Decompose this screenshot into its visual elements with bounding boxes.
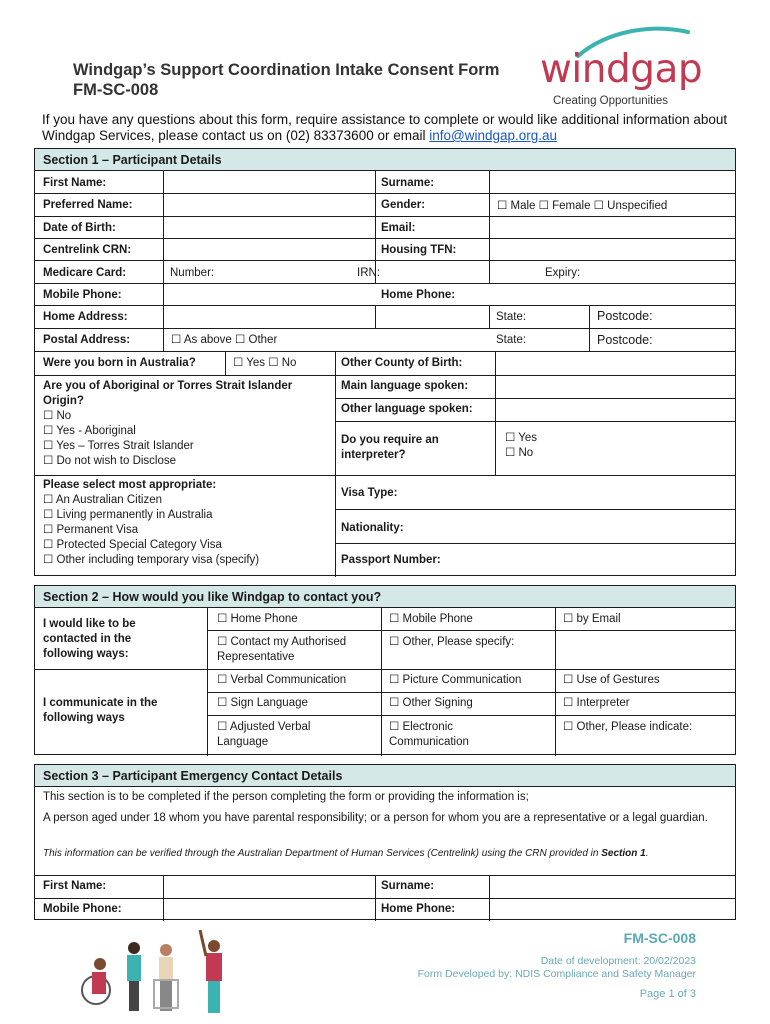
home-address-label: Home Address: (43, 311, 128, 323)
verification-section-ref: Section 1 (601, 848, 646, 859)
logo-tagline: Creating Opportunities (553, 95, 669, 107)
crn-field[interactable] (164, 239, 374, 260)
contact-email-link[interactable]: info@windgap.org.au (429, 128, 558, 143)
dob-field[interactable] (164, 217, 374, 238)
atsi-question: Are you of Aboriginal or Torres Strait Islander Origin? (43, 380, 293, 407)
footer-date: Date of development: 20/02/2023 (540, 955, 696, 967)
other-country-label: Other County of Birth: (341, 357, 463, 369)
contact-ways-label: I would like to be contacted in the following ways: (43, 618, 136, 660)
section-3-verification-note: This information can be verified through the Australian Department of Human Services (Centrelink) using the CRN provided in Section 1. (43, 848, 649, 859)
emergency-home-phone-label: Home Phone: (381, 903, 456, 915)
home-state-label: State: (496, 311, 527, 323)
comm-option-other-signing[interactable]: ☐ Other Signing (389, 697, 473, 709)
email-label: Email: (381, 222, 416, 234)
visa-type-label: Visa Type: (341, 487, 398, 499)
comm-option-adjusted-verbal[interactable]: ☐ Adjusted Verbal Language (217, 721, 311, 748)
comm-option-sign-language[interactable]: ☐ Sign Language (217, 697, 308, 709)
people-illustration (74, 920, 244, 1020)
medicare-label: Medicare Card: (43, 267, 127, 279)
residency-option[interactable]: ☐ Living permanently in Australia (43, 509, 213, 521)
gender-label: Gender: (381, 199, 426, 211)
home-address-field[interactable] (164, 306, 374, 327)
housing-tfn-label: Housing TFN: (381, 244, 457, 256)
comm-option-electronic[interactable]: ☐ Electronic Communication (389, 721, 469, 748)
emergency-first-name-field[interactable] (164, 876, 374, 897)
residency-question: Please select most appropriate: (43, 479, 217, 491)
footer-page-number: Page 1 of 3 (639, 988, 696, 1000)
comm-option-picture[interactable]: ☐ Picture Communication (389, 674, 522, 686)
emergency-first-name-label: First Name: (43, 880, 107, 892)
section-3-emergency-contact (34, 764, 736, 920)
comm-option-interpreter[interactable]: ☐ Interpreter (563, 697, 630, 709)
section-2-heading: Section 2 – How would you like Windgap to contact you? (35, 586, 735, 608)
postal-address-checkboxes[interactable]: ☐ As above ☐ Other (171, 334, 278, 346)
logo-wordmark: windgap (540, 47, 703, 92)
emergency-home-phone-field[interactable] (490, 899, 734, 920)
section-3-eligibility: A person aged under 18 whom you have parental responsibility; or a person for whom you are a representative or a legal guardian. (43, 812, 708, 824)
medicare-expiry-label: Expiry: (545, 267, 581, 279)
section-2-contact-preferences (34, 585, 736, 755)
dob-label: Date of Birth: (43, 222, 116, 234)
postal-state-label: State: (496, 334, 527, 346)
residency-option[interactable]: ☐ Protected Special Category Visa (43, 539, 222, 551)
preferred-name-label: Preferred Name: (43, 199, 133, 211)
footer-developed-by: Form Developed by: NDIS Compliance and Safety Manager (417, 968, 696, 980)
windgap-logo (538, 22, 703, 112)
section-1-heading: Section 1 – Participant Details (35, 149, 735, 171)
residency-block (43, 478, 333, 568)
communication-ways-label: I communicate in the following ways (43, 697, 158, 724)
gender-checkboxes[interactable]: ☐ Male ☐ Female ☐ Unspecified (497, 200, 668, 212)
medicare-number-label: Number: (170, 267, 215, 279)
main-language-label: Main language spoken: (341, 380, 469, 392)
section-3-heading: Section 3 – Participant Emergency Contact Details (35, 765, 735, 787)
emergency-surname-field[interactable] (490, 876, 734, 897)
atsi-option[interactable]: ☐ Yes - Aboriginal (43, 425, 136, 437)
atsi-option[interactable]: ☐ Do not wish to Disclose (43, 455, 177, 467)
other-language-label: Other language spoken: (341, 403, 473, 415)
preferred-name-field[interactable] (164, 194, 374, 215)
contact-option-other[interactable]: ☐ Other, Please specify: (389, 636, 515, 648)
housing-tfn-field[interactable] (490, 239, 734, 260)
crn-label: Centrelink CRN: (43, 244, 132, 256)
born-australia-checkboxes[interactable]: ☐ Yes ☐ No (233, 357, 297, 369)
contact-option-mobile[interactable]: ☐ Mobile Phone (389, 613, 473, 625)
comm-option-verbal[interactable]: ☐ Verbal Communication (217, 674, 347, 686)
contact-option-home-phone[interactable]: ☐ Home Phone (217, 613, 298, 625)
section-1-participant-details (34, 148, 736, 576)
first-name-field[interactable] (164, 172, 374, 193)
surname-label: Surname: (381, 177, 435, 189)
emergency-mobile-field[interactable] (164, 899, 374, 920)
intro-paragraph (42, 112, 742, 144)
section-3-intro: This section is to be completed if the person completing the form or providing the information is; (43, 791, 529, 803)
atsi-block (43, 379, 333, 469)
mobile-field[interactable] (164, 284, 374, 305)
passport-label: Passport Number: (341, 554, 441, 566)
interpreter-no[interactable]: ☐ No (505, 447, 534, 459)
postal-address-label: Postal Address: (43, 334, 131, 346)
home-phone-label: Home Phone: (381, 289, 456, 301)
intro-text: If you have any questions about this form, require assistance to complete or would like additional information about Windgap Services, please contact us on (02) 83373600 or email (42, 112, 728, 143)
verification-text: This information can be verified through the Australian Department of Human Services (Centrelink) using the CRN provided in (43, 848, 599, 859)
surname-field[interactable] (490, 172, 734, 193)
comm-option-other[interactable]: ☐ Other, Please indicate: (563, 721, 693, 733)
emergency-mobile-label: Mobile Phone: (43, 903, 122, 915)
emergency-surname-label: Surname: (381, 880, 435, 892)
home-postcode-label: Postcode: (597, 309, 653, 323)
first-name-label: First Name: (43, 177, 107, 189)
comm-option-gestures[interactable]: ☐ Use of Gestures (563, 674, 660, 686)
residency-option[interactable]: ☐ Other including temporary visa (specify) (43, 554, 260, 566)
contact-option-email[interactable]: ☐ by Email (563, 613, 621, 625)
born-australia-label: Were you born in Australia? (43, 357, 196, 369)
nationality-label: Nationality: (341, 522, 404, 534)
residency-option[interactable]: ☐ Permanent Visa (43, 524, 139, 536)
email-field[interactable] (490, 217, 734, 238)
form-title: Windgap’s Support Coordination Intake Consent Form FM-SC-008 (73, 61, 500, 99)
footer-form-code: FM-SC-008 (623, 930, 696, 946)
home-phone-field[interactable] (490, 284, 734, 305)
postal-postcode-label: Postcode: (597, 333, 653, 347)
interpreter-label: Do you require an interpreter? (341, 434, 439, 461)
interpreter-yes[interactable]: ☐ Yes (505, 432, 538, 444)
contact-option-representative[interactable]: ☐ Contact my Authorised Representative (217, 636, 347, 663)
mobile-label: Mobile Phone: (43, 289, 122, 301)
interpreter-options (505, 431, 537, 461)
atsi-option[interactable]: ☐ Yes – Torres Strait Islander (43, 440, 194, 452)
atsi-option[interactable]: ☐ No (43, 410, 72, 422)
residency-option[interactable]: ☐ An Australian Citizen (43, 494, 162, 506)
medicare-irn-label: IRN: (357, 267, 380, 279)
